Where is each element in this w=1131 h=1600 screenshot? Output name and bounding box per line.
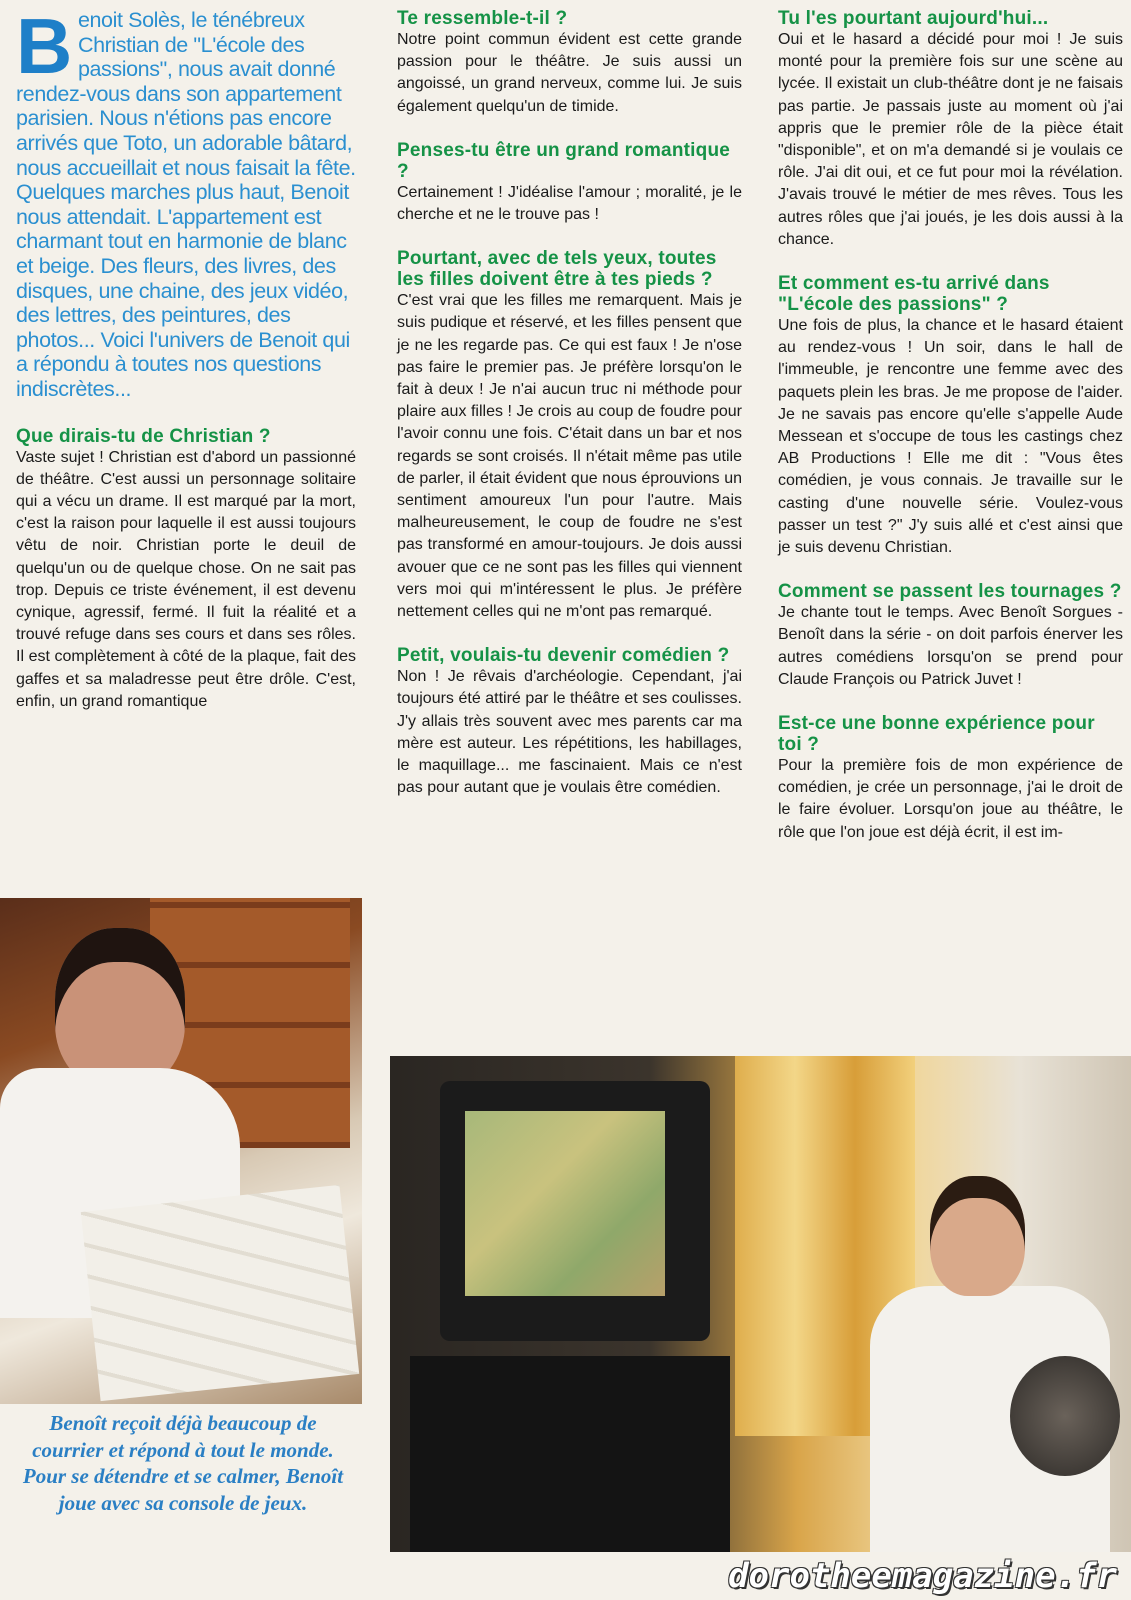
- answer-text: Oui et le hasard a décidé pour moi ! Je suis monté pour la première fois sur une scène au lycée. Il existait un club-théâtre dont je ne faisais pas partie. Je passais juste au moment où j'ai appris que le premier rôle de la pièce était "disponible", et on m'a demandé si je voulais ce rôle. J'ai dit oui, et ce fut pour moi la révélation. J'avais trouvé le métier de mes rêves. Tous les autres rôles que j'ai joués, je les dois aussi à la chance.: [778, 31, 1123, 248]
- tv-screen-shape: [465, 1111, 665, 1296]
- question-heading: Tu l'es pourtant aujourd'hui...: [778, 8, 1049, 29]
- person-head-shape: [930, 1176, 1025, 1296]
- column-3: [778, 8, 1123, 866]
- answer-text: Certainement ! J'idéalise l'amour ; moralité, je le cherche et ne le trouve pas !: [397, 183, 742, 224]
- photo-caption: Benoît reçoit déjà beaucoup de courrier et répond à tout le monde. Pour se détendre et se calmer, Benoît joue avec sa console de jeux.: [22, 1411, 344, 1515]
- photo-writing-letters: [0, 898, 362, 1404]
- question-heading: Et comment es-tu arrivé dans "L'école des passions" ?: [778, 273, 1050, 316]
- answer-text: Je chante tout le temps. Avec Benoît Sorgues - Benoît dans la série - on doit parfois énerver les autres comédiens lorsqu'on se prend pour Claude François ou Patrick Juvet !: [778, 604, 1123, 688]
- answer-text: Une fois de plus, la chance et le hasard étaient au rendez-vous ! Un soir, dans le hall de l'immeuble, je rencontre une femme avec des paquets plein les bras. Je me propose de l'aider. Je ne savais pas encore qu'elle s'appelle Aude Messean et s'occupe de tous les castings chez AB Productions ! Elle me dit : "Vous êtes comédien, je vous connais. Je travaille sur le casting d'une nouvelle série. Voulez-vous passer un test ?" J'y suis allé et c'est ainsi que je suis devenu Christian.: [778, 317, 1123, 557]
- answer-text: Non ! Je rêvais d'archéologie. Cependant, j'ai toujours été attiré par le théâtre et ses coulisses. J'y allais très souvent avec mes parents car ma mère est auteur. Les répétitions, les habillages, le maquillage... me fascinaient. Mais ce n'est pas pour autant que je voulais être comédien.: [397, 668, 742, 797]
- photo-playing-console: [390, 1056, 1131, 1552]
- intro-paragraph: [16, 2, 356, 402]
- question-heading: Petit, voulais-tu devenir comédien ?: [397, 645, 730, 667]
- drop-cap: B: [16, 2, 72, 90]
- question-heading: Comment se passent les tournages ?: [778, 581, 1122, 603]
- question-heading: Pourtant, avec de tels yeux, toutes les filles doivent être à tes pieds ?: [397, 248, 717, 291]
- answer-text: C'est vrai que les filles me remarquent. Mais je suis pudique et réservé, et les filles pensent que je ne les regarde pas. Ce qui est faux ! Je n'ose pas faire le premier pas. Je préfère lorsqu'on le fait à deux ! Je n'ai aucun truc ni méthode pour plaire aux filles ! Je crois au coup de foudre pour l'avoir connu une fois. C'était dans un bar et nos regards se sont croisés. Il n'était même pas utile de parler, il était évident que nous éprouvions un sentiment amoureux l'un pour l'autre. Mais malheureusement, le coup de foudre ne s'est pas transformé en amour-toujours. Je dois aussi avouer que ce ne sont pas les filles qui viennent vers moi qui m'intéressent le plus. Je préfère nettement celles qui ne m'ont pas remarqué.: [397, 292, 742, 621]
- site-watermark: dorotheemagazine.fr: [728, 1556, 1117, 1596]
- dog-shape: [1010, 1356, 1120, 1476]
- question-heading: Que dirais-tu de Christian ?: [16, 425, 271, 447]
- answer-text: Notre point commun évident est cette grande passion pour le théâtre. Je suis aussi un angoissé, un grand nerveux, comme lui. Je suis également quelqu'un de timide.: [397, 31, 742, 115]
- question-heading: Te ressemble-t-il ?: [397, 8, 568, 29]
- letters-pile-shape: [81, 1185, 359, 1401]
- answer-text: Vaste sujet ! Christian est d'abord un passionné de théâtre. C'est aussi un personnage solitaire qui a vécu un drame. Il est marqué par la mort, c'est la raison pour laquelle il est aussi toujours vêtu de noir. Christian porte le deuil de quelqu'un ou de quelque chose. On ne sait pas trop. Depuis ce triste événement, il est devenu cynique, agressif, fermé. Il fuit la réalité et a trouvé refuge dans ses cours et dans ses rôles. Il est complètement à côté de la plaque, fait des gaffes et sa maladresse peut être drôle. C'est, enfin, un grand romantique: [16, 448, 356, 710]
- tv-cabinet-shape: [410, 1356, 730, 1552]
- question-heading: Est-ce une bonne expérience pour toi ?: [778, 713, 1095, 756]
- answer-text: Pour la première fois de mon expérience de comédien, je crée un personnage, j'ai le droit de le faire évoluer. Lorsqu'on joue au théâtre, le rôle que l'on joue est déjà écrit, il est im-: [778, 757, 1123, 841]
- person-with-dog: [860, 1176, 1130, 1552]
- question-heading: Penses-tu être un grand romantique ?: [397, 139, 731, 182]
- intro-text: enoit Solès, le ténébreux Christian de "L'école des passions", nous avait donné rendez-vous dans son appartement parisien. Nous n'étions pas encore arrivés que Toto, un adorable bâtard, nous accueillait et nous faisait la fête. Quelques marches plus haut, Benoit nous attendait. L'appartement est charmant tout en harmonie de blanc et beige. Des fleurs, des livres, des disques, une chaine, des jeux vidéo, des lettres, des peintures, des photos... Voici l'univers de Benoit qui a répondu à toutes nos questions indiscrètes...: [16, 8, 356, 401]
- column-2: [397, 8, 742, 821]
- column-1: [16, 2, 356, 735]
- person-head-shape: [55, 928, 185, 1088]
